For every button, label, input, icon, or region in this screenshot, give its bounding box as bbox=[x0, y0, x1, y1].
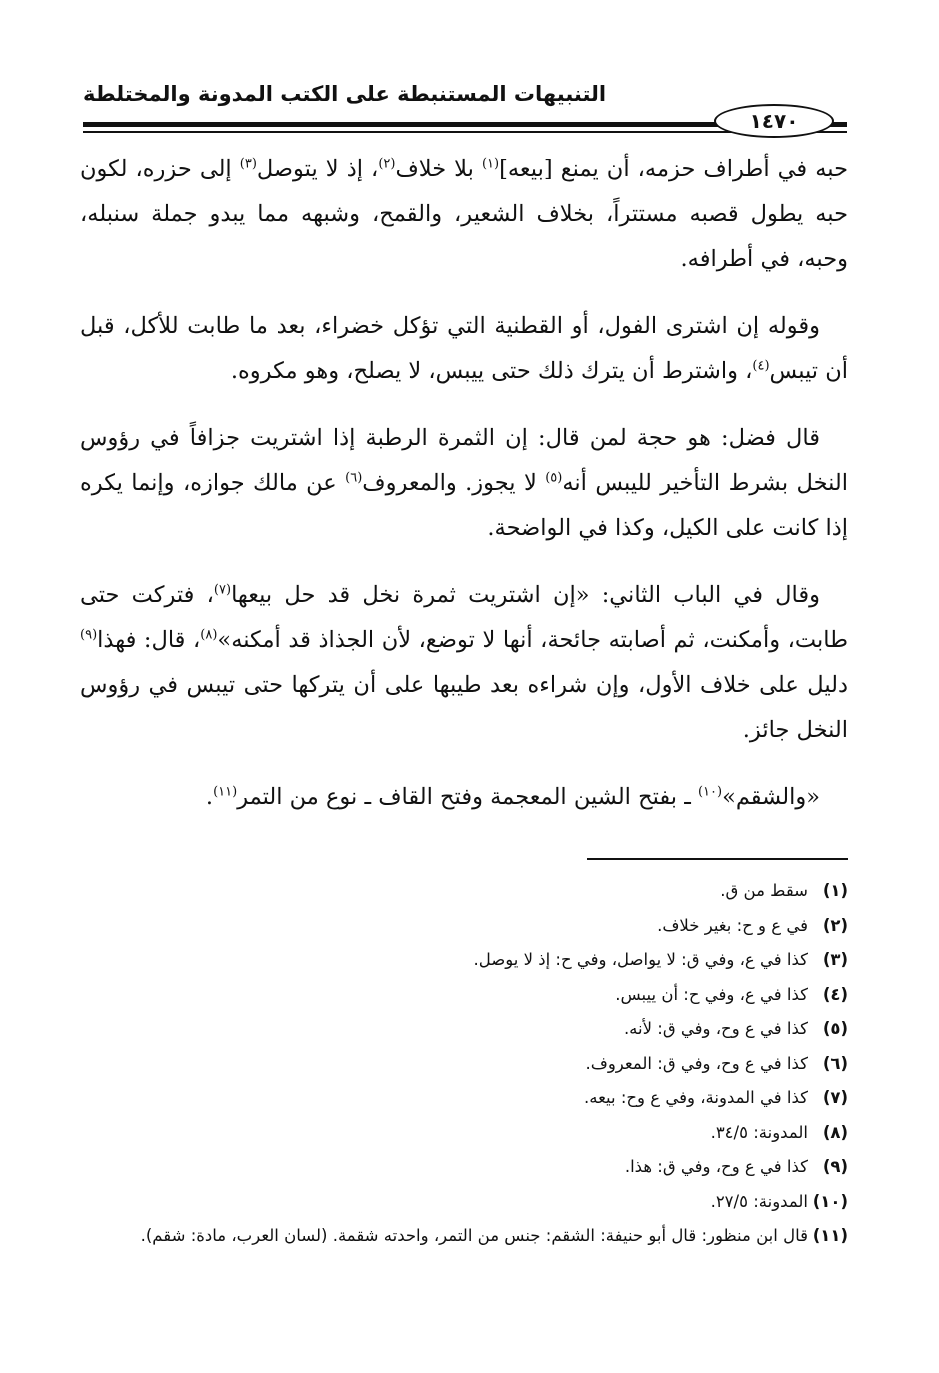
paragraph-text: . bbox=[205, 784, 214, 810]
paragraph-text: ، قال: فهذا bbox=[97, 627, 201, 653]
footnote-5 bbox=[80, 1012, 848, 1047]
footnote-number: (٩) bbox=[822, 1157, 848, 1176]
footnote-9 bbox=[80, 1150, 848, 1185]
footnote-number: (٨) bbox=[822, 1122, 848, 1142]
footnote-separator bbox=[587, 858, 848, 860]
footnote-6 bbox=[80, 1047, 848, 1082]
footnote-number: (٥) bbox=[822, 1019, 848, 1038]
main-text bbox=[80, 147, 848, 842]
running-header: التنبيهات المستنبطة على الكتب المدونة والمختلطة bbox=[83, 82, 607, 106]
footnote-number: (٣) bbox=[822, 950, 848, 969]
footnote-number: (٢) bbox=[822, 915, 848, 935]
footnote-ref: (٣) bbox=[239, 156, 257, 172]
footnote-text: المدونة: ٣٤/٥. bbox=[710, 1122, 808, 1142]
footnote-ref: (٧) bbox=[213, 582, 232, 598]
footnote-text: المدونة: ٢٧/٥. bbox=[710, 1191, 808, 1211]
paragraph-1 bbox=[80, 147, 848, 282]
footnote-number: (٦) bbox=[822, 1053, 848, 1073]
paragraph-text: «والشقم» bbox=[722, 784, 820, 810]
paragraph-text: إلى حزره، لكون حبه يطول قصبه مستتراً، بخلاف الشعير، والقمح، وشبهه مما يبدو جملة سنبله، وحبه، في أطرافه. bbox=[80, 156, 848, 272]
page-number: ١٤٧٠ bbox=[714, 104, 834, 138]
footnote-10 bbox=[80, 1185, 848, 1220]
footnote-8 bbox=[80, 1116, 848, 1151]
paragraph-text: حبه في أطراف حزمه، أن يمنع [بيعه] bbox=[499, 156, 848, 182]
footnote-4 bbox=[80, 978, 848, 1013]
footnote-ref: (١١) bbox=[213, 784, 238, 800]
footnote-ref: (٤) bbox=[752, 358, 770, 374]
footnote-text: كذا في ع وح، وفي ق: لأنه. bbox=[623, 1019, 808, 1038]
footnote-number: (١) bbox=[822, 881, 848, 900]
footnote-text: سقط من ق. bbox=[720, 881, 808, 900]
footnote-text: كذا في ع، وفي ح: أن ييبس. bbox=[615, 984, 808, 1004]
paragraph-text: وقوله إن اشترى الفول، أو القطنية التي تؤكل خضراء، بعد ما طابت للأكل، قبل أن تيبس bbox=[80, 313, 848, 384]
paragraph-3 bbox=[80, 416, 848, 551]
paragraph-text: عن مالك جوازه، وإنما يكره إذا كانت على الكيل، وكذا في الواضحة. bbox=[80, 470, 848, 541]
footnote-number: (٤) bbox=[822, 984, 848, 1004]
footnote-text: في ع و ح: بغير خلاف. bbox=[657, 915, 808, 935]
paragraph-2 bbox=[80, 304, 848, 394]
paragraph-text: بلا خلاف bbox=[395, 156, 482, 182]
footnote-number: (١١) bbox=[812, 1226, 848, 1245]
paragraph-text: دليل على خلاف الأول، وإن شراءه بعد طيبها على أن يتركها حتى تيبس في رؤوس النخل جائز. bbox=[80, 672, 848, 743]
footnote-ref: (٢) bbox=[378, 156, 396, 172]
paragraph-text: قال فضل: هو حجة لمن قال: إن الثمرة الرطبة إذا اشتريت جزافاً في رؤوس النخل بشرط التأخير لليبس أنه bbox=[80, 425, 848, 496]
footnote-ref: (٩) bbox=[80, 627, 98, 643]
footnote-7 bbox=[80, 1081, 848, 1116]
footnote-text: قال ابن منظور: قال أبو حنيفة: الشقم: جنس من التمر، واحدته شقمة. (لسان العرب، مادة: شقم). bbox=[140, 1226, 808, 1245]
paragraph-text: لا يجوز. والمعروف bbox=[362, 470, 546, 496]
footnote-ref: (١٠) bbox=[697, 784, 723, 800]
footnote-ref: (١) bbox=[481, 156, 500, 172]
paragraph-4 bbox=[80, 573, 848, 753]
paragraph-text: ، واشترط أن يترك ذلك حتى ييبس، لا يصلح، وهو مكروه. bbox=[230, 358, 753, 384]
footnote-number: (١٠) bbox=[812, 1191, 848, 1211]
footnote-text: كذا في المدونة، وفي ع وح: بيعه. bbox=[583, 1088, 808, 1107]
footnote-ref: (٥) bbox=[545, 470, 563, 486]
footnote-ref: (٨) bbox=[200, 627, 218, 643]
footnote-text: كذا في ع، وفي ق: لا يواصل، وفي ح: إذ لا يوصل. bbox=[473, 950, 808, 969]
footnote-2 bbox=[80, 909, 848, 944]
footnote-text: كذا في ع وح، وفي ق: المعروف. bbox=[585, 1053, 808, 1073]
footnote-ref: (٦) bbox=[345, 470, 363, 486]
footnote-number: (٧) bbox=[822, 1088, 848, 1107]
footnote-text: كذا في ع وح، وفي ق: هذا. bbox=[624, 1157, 808, 1176]
footnote-11 bbox=[80, 1219, 848, 1254]
footnote-1 bbox=[80, 874, 848, 909]
footnote-3 bbox=[80, 943, 848, 978]
footnotes bbox=[80, 874, 848, 1254]
paragraph-text: ـ بفتح الشين المعجمة وفتح القاف ـ نوع من التمر bbox=[237, 784, 698, 810]
paragraph-5 bbox=[80, 775, 848, 820]
paragraph-text: وقال في الباب الثاني: «إن اشتريت ثمرة نخل قد حل بيعها bbox=[231, 582, 820, 608]
paragraph-text: ، إذ لا يتوصل bbox=[256, 156, 379, 182]
paragraph-text: ، فتركت حتى طابت، وأمكنت، ثم أصابته جائحة، أنها لا توضع، لأن الجذاذ قد أمكنه» bbox=[80, 582, 849, 653]
